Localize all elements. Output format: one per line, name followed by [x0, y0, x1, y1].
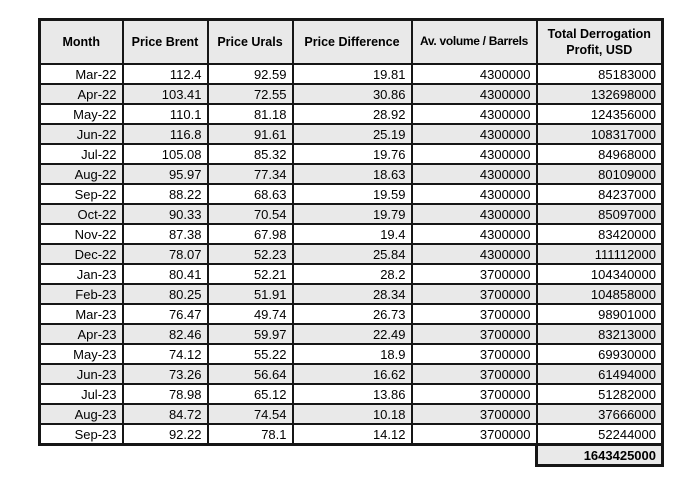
value-cell: 80109000: [537, 164, 663, 184]
month-cell: Nov-22: [40, 224, 123, 244]
value-cell: 80.25: [123, 284, 208, 304]
value-cell: 52244000: [537, 424, 663, 445]
value-cell: 76.47: [123, 304, 208, 324]
value-cell: 26.73: [293, 304, 412, 324]
value-cell: 85097000: [537, 204, 663, 224]
value-cell: 18.9: [293, 344, 412, 364]
month-cell: Sep-23: [40, 424, 123, 445]
value-cell: 124356000: [537, 104, 663, 124]
value-cell: 4300000: [412, 84, 537, 104]
month-cell: Jun-23: [40, 364, 123, 384]
value-cell: 74.12: [123, 344, 208, 364]
value-cell: 19.76: [293, 144, 412, 164]
table-row: [40, 104, 663, 124]
month-cell: Feb-23: [40, 284, 123, 304]
value-cell: 19.59: [293, 184, 412, 204]
value-cell: 98901000: [537, 304, 663, 324]
value-cell: 61494000: [537, 364, 663, 384]
month-cell: Aug-22: [40, 164, 123, 184]
column-header-month: Month: [40, 20, 123, 65]
month-cell: Apr-22: [40, 84, 123, 104]
value-cell: 52.21: [208, 264, 293, 284]
value-cell: 51282000: [537, 384, 663, 404]
value-cell: 13.86: [293, 384, 412, 404]
derrogation-profit-table: [38, 18, 664, 467]
value-cell: 19.81: [293, 64, 412, 84]
value-cell: 56.64: [208, 364, 293, 384]
value-cell: 25.84: [293, 244, 412, 264]
month-cell: Jul-23: [40, 384, 123, 404]
value-cell: 4300000: [412, 144, 537, 164]
month-cell: Jun-22: [40, 124, 123, 144]
value-cell: 69930000: [537, 344, 663, 364]
value-cell: 37666000: [537, 404, 663, 424]
value-cell: 51.91: [208, 284, 293, 304]
value-cell: 92.59: [208, 64, 293, 84]
table-row: [40, 384, 663, 404]
value-cell: 28.34: [293, 284, 412, 304]
table-row: [40, 124, 663, 144]
value-cell: 65.12: [208, 384, 293, 404]
value-cell: 3700000: [412, 384, 537, 404]
value-cell: 132698000: [537, 84, 663, 104]
value-cell: 3700000: [412, 404, 537, 424]
value-cell: 4300000: [412, 104, 537, 124]
value-cell: 14.12: [293, 424, 412, 445]
month-cell: Jul-22: [40, 144, 123, 164]
month-cell: Sep-22: [40, 184, 123, 204]
table-row: [40, 244, 663, 264]
value-cell: 80.41: [123, 264, 208, 284]
value-cell: 3700000: [412, 344, 537, 364]
value-cell: 19.79: [293, 204, 412, 224]
value-cell: 110.1: [123, 104, 208, 124]
month-cell: Aug-23: [40, 404, 123, 424]
value-cell: 92.22: [123, 424, 208, 445]
total-profit-value: 1643425000: [537, 445, 663, 466]
value-cell: 4300000: [412, 204, 537, 224]
month-cell: May-22: [40, 104, 123, 124]
value-cell: 22.49: [293, 324, 412, 344]
table-row: [40, 64, 663, 84]
table-row: [40, 264, 663, 284]
value-cell: 67.98: [208, 224, 293, 244]
value-cell: 4300000: [412, 164, 537, 184]
table-footer: [40, 445, 663, 466]
value-cell: 116.8: [123, 124, 208, 144]
value-cell: 72.55: [208, 84, 293, 104]
month-cell: Apr-23: [40, 324, 123, 344]
value-cell: 85183000: [537, 64, 663, 84]
column-header-price-urals: Price Urals: [208, 20, 293, 65]
value-cell: 84968000: [537, 144, 663, 164]
value-cell: 55.22: [208, 344, 293, 364]
table-row: [40, 364, 663, 384]
table-row: [40, 284, 663, 304]
column-header-price-difference: Price Difference: [293, 20, 412, 65]
value-cell: 59.97: [208, 324, 293, 344]
month-cell: May-23: [40, 344, 123, 364]
table-row: [40, 404, 663, 424]
table-row: [40, 424, 663, 445]
value-cell: 104340000: [537, 264, 663, 284]
value-cell: 112.4: [123, 64, 208, 84]
value-cell: 10.18: [293, 404, 412, 424]
value-cell: 105.08: [123, 144, 208, 164]
value-cell: 4300000: [412, 124, 537, 144]
table-row: [40, 144, 663, 164]
table-row: [40, 204, 663, 224]
value-cell: 95.97: [123, 164, 208, 184]
value-cell: 111112000: [537, 244, 663, 264]
value-cell: 88.22: [123, 184, 208, 204]
table-row: [40, 324, 663, 344]
table-row: [40, 344, 663, 364]
value-cell: 91.61: [208, 124, 293, 144]
value-cell: 49.74: [208, 304, 293, 324]
value-cell: 4300000: [412, 64, 537, 84]
value-cell: 70.54: [208, 204, 293, 224]
total-row-spacer: [40, 445, 537, 466]
value-cell: 73.26: [123, 364, 208, 384]
table-body: [40, 64, 663, 445]
table-row: [40, 84, 663, 104]
value-cell: 81.18: [208, 104, 293, 124]
value-cell: 103.41: [123, 84, 208, 104]
value-cell: 74.54: [208, 404, 293, 424]
month-cell: Jan-23: [40, 264, 123, 284]
value-cell: 3700000: [412, 264, 537, 284]
value-cell: 3700000: [412, 304, 537, 324]
value-cell: 25.19: [293, 124, 412, 144]
value-cell: 78.1: [208, 424, 293, 445]
value-cell: 87.38: [123, 224, 208, 244]
column-header-price-brent: Price Brent: [123, 20, 208, 65]
value-cell: 84237000: [537, 184, 663, 204]
value-cell: 90.33: [123, 204, 208, 224]
value-cell: 78.07: [123, 244, 208, 264]
column-header-av-volume-barrels: Av. volume / Barrels: [412, 20, 537, 65]
month-cell: Dec-22: [40, 244, 123, 264]
month-cell: Mar-22: [40, 64, 123, 84]
column-header-total-derrogation-profit: Total Derrogation Profit, USD: [537, 20, 663, 65]
value-cell: 83420000: [537, 224, 663, 244]
value-cell: 19.4: [293, 224, 412, 244]
value-cell: 4300000: [412, 224, 537, 244]
table-row: [40, 164, 663, 184]
value-cell: 104858000: [537, 284, 663, 304]
value-cell: 83213000: [537, 324, 663, 344]
value-cell: 4300000: [412, 184, 537, 204]
value-cell: 28.2: [293, 264, 412, 284]
value-cell: 3700000: [412, 364, 537, 384]
value-cell: 68.63: [208, 184, 293, 204]
month-cell: Oct-22: [40, 204, 123, 224]
value-cell: 78.98: [123, 384, 208, 404]
table-row: [40, 184, 663, 204]
value-cell: 3700000: [412, 324, 537, 344]
value-cell: 85.32: [208, 144, 293, 164]
value-cell: 30.86: [293, 84, 412, 104]
header-row: [40, 20, 663, 65]
total-row: [40, 445, 663, 466]
table-row: [40, 304, 663, 324]
value-cell: 16.62: [293, 364, 412, 384]
value-cell: 4300000: [412, 244, 537, 264]
value-cell: 3700000: [412, 284, 537, 304]
value-cell: 77.34: [208, 164, 293, 184]
value-cell: 84.72: [123, 404, 208, 424]
month-cell: Mar-23: [40, 304, 123, 324]
value-cell: 18.63: [293, 164, 412, 184]
table-row: [40, 224, 663, 244]
table-header: [40, 20, 663, 65]
value-cell: 28.92: [293, 104, 412, 124]
value-cell: 3700000: [412, 424, 537, 445]
value-cell: 108317000: [537, 124, 663, 144]
value-cell: 52.23: [208, 244, 293, 264]
value-cell: 82.46: [123, 324, 208, 344]
